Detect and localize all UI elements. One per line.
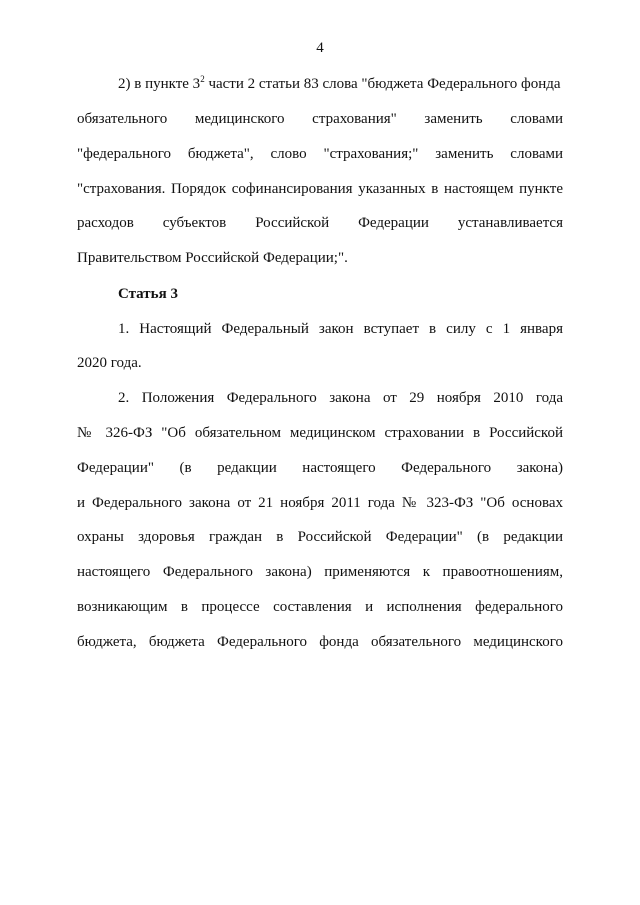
clause-1-line-1: 1. Настоящий Федеральный закон вступает в силу с 1 января bbox=[118, 321, 563, 337]
paragraph-2-line-1 bbox=[118, 75, 563, 93]
clause-1-line-2: 2020 года. bbox=[77, 355, 142, 371]
clause-2-line-7: возникающим в процессе составления и исполнения федерального bbox=[77, 599, 563, 615]
article-heading: Статья 3 bbox=[118, 286, 178, 302]
clause-2-line-8: бюджета, бюджета Федерального фонда обязательного медицинского bbox=[77, 634, 563, 650]
paragraph-2-line-1-start: 2) в пункте 3 bbox=[118, 76, 201, 92]
clause-2-line-1: 2. Положения Федерального закона от 29 ноября 2010 года bbox=[118, 390, 563, 406]
paragraph-2-line-5: расходов субъектов Российской Федерации устанавливается bbox=[77, 215, 563, 231]
paragraph-2-line-2: обязательного медицинского страхования" заменить словами bbox=[77, 111, 563, 127]
clause-2-line-3: Федерации" (в редакции настоящего Федерального закона) bbox=[77, 460, 563, 476]
clause-2-line-6: настоящего Федерального закона) применяются к правоотношениям, bbox=[77, 564, 563, 580]
paragraph-2-line-4: "страхования. Порядок софинансирования указанных в настоящем пункте bbox=[77, 181, 563, 197]
clause-2-line-2: № 326-ФЗ "Об обязательном медицинском страховании в Российской bbox=[77, 425, 563, 441]
paragraph-2-line-6: Правительством Российской Федерации;". bbox=[77, 250, 348, 266]
paragraph-2-line-1-end: части 2 статьи 83 слова "бюджета Федерального фонда bbox=[204, 76, 561, 92]
page-number: 4 bbox=[316, 40, 324, 56]
superscript-2: 2 bbox=[200, 74, 205, 84]
clause-2-line-4: и Федерального закона от 21 ноября 2011 года № 323-ФЗ "Об основах bbox=[77, 495, 563, 511]
paragraph-2-line-3: "федерального бюджета", слово "страхования;" заменить словами bbox=[77, 146, 563, 162]
clause-2-line-5: охраны здоровья граждан в Российской Федерации" (в редакции bbox=[77, 529, 563, 545]
